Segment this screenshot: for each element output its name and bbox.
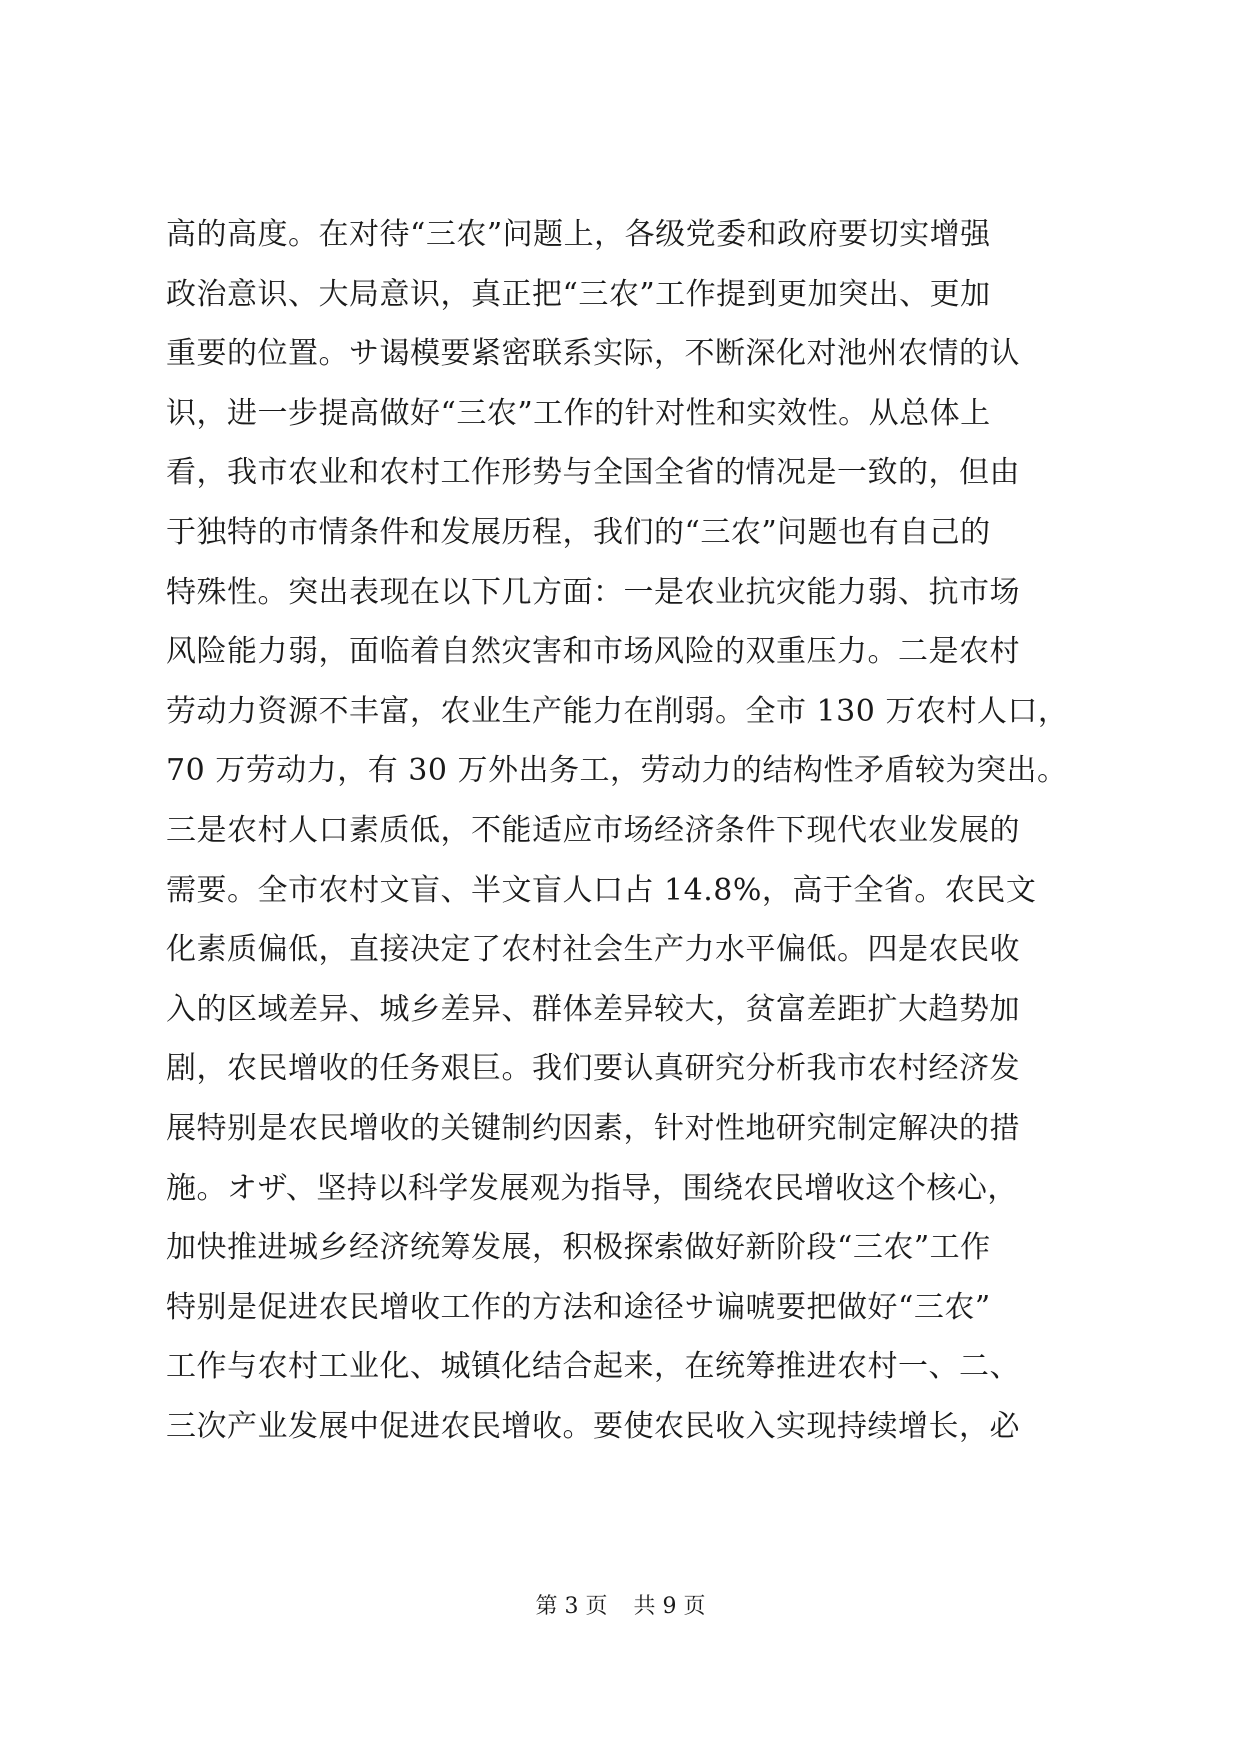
text-line: 特别是促进农民增收工作的方法和途径サ谝唬要把做好“三农” (166, 1289, 991, 1325)
text-line: 三次产业发展中促进农民增收。要使农民收入实现持续增长，必 (166, 1408, 1020, 1444)
text-line: 风险能力弱，面临着自然灾害和市场风险的双重压力。二是农村 (166, 634, 1020, 670)
text-line: 劳动力资源不丰富，农业生产能力在削弱。全市 130 万农村人口， (166, 693, 1069, 729)
text-line: 展特别是农民增收的关键制约因素，针对性地研究制定解决的措 (166, 1110, 1020, 1146)
text-line: 工作与农村工业化、城镇化结合起来，在统筹推进农村一、二、 (166, 1349, 1020, 1385)
text-line: 于独特的市情条件和发展历程，我们的“三农”问题也有自己的 (166, 514, 991, 550)
text-line: 重要的位置。サ谒模要紧密联系实际，不断深化对池州农情的认 (166, 336, 1020, 372)
text-line: 政治意识、大局意识，真正把“三农”工作提到更加突出、更加 (166, 276, 991, 312)
text-line: 看，我市农业和农村工作形势与全国全省的情况是一致的，但由 (166, 455, 1020, 491)
text-line: 化素质偏低，直接决定了农村社会生产力水平偏低。四是农民收 (166, 932, 1020, 968)
text-line: 识，进一步提高做好“三农”工作的针对性和实效性。从总体上 (166, 395, 991, 431)
text-line: 需要。全市农村文盲、半文盲人口占 14.8%，高于全省。农民文 (166, 872, 1037, 908)
page-total: 共 9 页 (633, 1594, 706, 1619)
page-footer (0, 1592, 1241, 1622)
text-line: 70 万劳动力，有 30 万外出务工，劳动力的结构性矛盾较为突出。 (166, 753, 1068, 789)
text-line: 特殊性。突出表现在以下几方面：一是农业抗灾能力弱、抗市场 (166, 574, 1020, 610)
text-line: 施。オザ、坚持以科学发展观为指导，围绕农民增收这个核心， (166, 1170, 1018, 1206)
text-line: 高的高度。在对待“三农”问题上，各级党委和政府要切实增强 (166, 217, 991, 252)
text-line: 入的区域差异、城乡差异、群体差异较大，贫富差距扩大趋势加 (166, 991, 1020, 1027)
text-line: 加快推进城乡经济统筹发展，积极探索做好新阶段“三农”工作 (166, 1230, 991, 1266)
text-line: 三是农村人口素质低，不能适应市场经济条件下现代农业发展的 (166, 812, 1020, 848)
body-text (166, 205, 1086, 1456)
page-number: 第 3 页 (535, 1594, 608, 1619)
text-line: 剧，农民增收的任务艰巨。我们要认真研究分析我市农村经济发 (166, 1051, 1020, 1087)
